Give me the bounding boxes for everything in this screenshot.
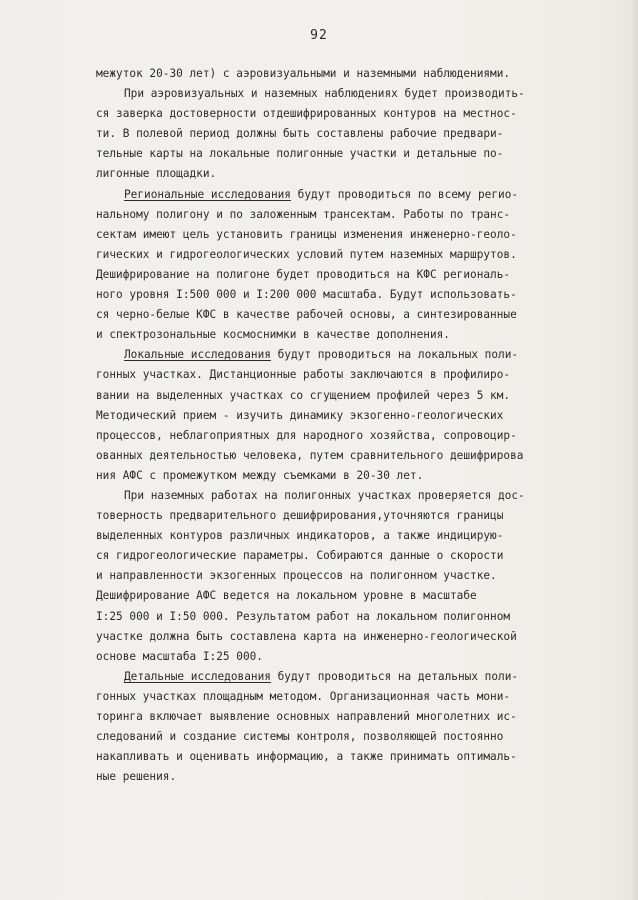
text-line: гонных участках. Дистанционные работы заключаются в профилиро- — [96, 368, 511, 382]
text-line: и направленности экзогенных процессов на полигонном участке. — [96, 569, 497, 583]
text-line: процессов, неблагоприятных для народного хозяйства, сопровоцир- — [96, 428, 517, 442]
text-line: Методический прием - изучить динамику экзогенно-геологических — [96, 408, 504, 422]
text-line: ся черно-белые КФС в качестве рабочей основы, а синтезированные — [96, 308, 517, 322]
text-line: нальному полигону и по заложенным трансектам. Работы по транс- — [96, 207, 511, 221]
text-span: будут проводиться на детальных поли- — [270, 669, 519, 683]
text-line: следований и создание системы контроля, позволяющей постоянно — [96, 730, 504, 744]
text-line: гических и гидрогеологических условий путем наземных маршрутов. — [96, 247, 517, 261]
text-line: товерность предварительного дешифрирования,уточняются границы — [96, 509, 504, 523]
text-line: I:25 000 и I:50 000. Результатом работ на локальном полигонном — [96, 609, 511, 623]
section-heading-local: Локальные исследования — [124, 348, 271, 362]
text-line: При наземных работах на полигонных участках проверяется дос- — [124, 488, 525, 502]
text-line: гонных участках площадным методом. Организационная часть мони- — [96, 689, 511, 703]
text-line: выделенных контуров различных индикаторов, а также индицирую- — [96, 529, 504, 543]
text-line: ованных деятельностью человека, путем сравнительного дешифрирова — [96, 448, 524, 462]
text-line: При аэровизуальных и наземных наблюдениях будет производить- — [124, 87, 525, 101]
text-line: торинга включает выявление основных направлений многолетних ис- — [96, 710, 517, 723]
text-line: накапливать и оценивать информацию, а также принимать оптималь- — [96, 750, 517, 764]
text-line: ся заверка достоверности отдешифрированных контуров на местнос- — [96, 107, 517, 121]
text-line: лигонные площадки. — [96, 167, 217, 181]
text-line: тельные карты на локальные полигонные участки и детальные по- — [96, 147, 504, 161]
text-line: ные решения. — [96, 770, 177, 784]
page-edge-shadow — [630, 0, 638, 900]
text-line: ния АФС с промежутком между съемками в 20-30 лет. — [96, 468, 424, 482]
text-line — [96, 185, 596, 205]
text-line — [96, 667, 596, 687]
text-line: Дешифрирование АФС ведется на локальном уровне в масштабе — [96, 589, 477, 603]
text-span: будут проводиться на локальных поли- — [270, 348, 519, 362]
text-line: Дешифрирование на полигоне будет проводиться на КФС региональ- — [96, 267, 511, 281]
text-line: вании на выделенных участках со сгущением профилей через 5 км. — [96, 388, 511, 402]
text-line: основе масштаба I:25 000. — [96, 649, 263, 663]
text-line: и спектрозональные космоснимки в качестве дополнения. — [96, 328, 450, 342]
text-line — [96, 345, 596, 365]
text-line: участке должна быть составлена карта на инженерно-геологической — [96, 629, 517, 643]
body-text — [96, 64, 596, 787]
text-span: будут проводиться по всему регио- — [290, 187, 519, 201]
section-heading-detailed: Детальные исследования — [124, 669, 271, 683]
section-heading-regional: Региональные исследования — [124, 187, 291, 201]
text-line: ся гидрогеологические параметры. Собираются данные о скорости — [96, 549, 504, 563]
text-line: сектам имеют цель установить границы изменения инженерно-геоло- — [96, 227, 517, 241]
page-number: 92 — [310, 28, 328, 43]
text-line: ти. В полевой период должны быть составлены рабочие предвари- — [96, 127, 504, 141]
text-line: ного уровня I:500 000 и I:200 000 масштаба. Будут использовать- — [96, 288, 517, 302]
text-line: межуток 20-30 лет) с аэровизуальными и наземными наблюдениями. — [96, 67, 511, 80]
